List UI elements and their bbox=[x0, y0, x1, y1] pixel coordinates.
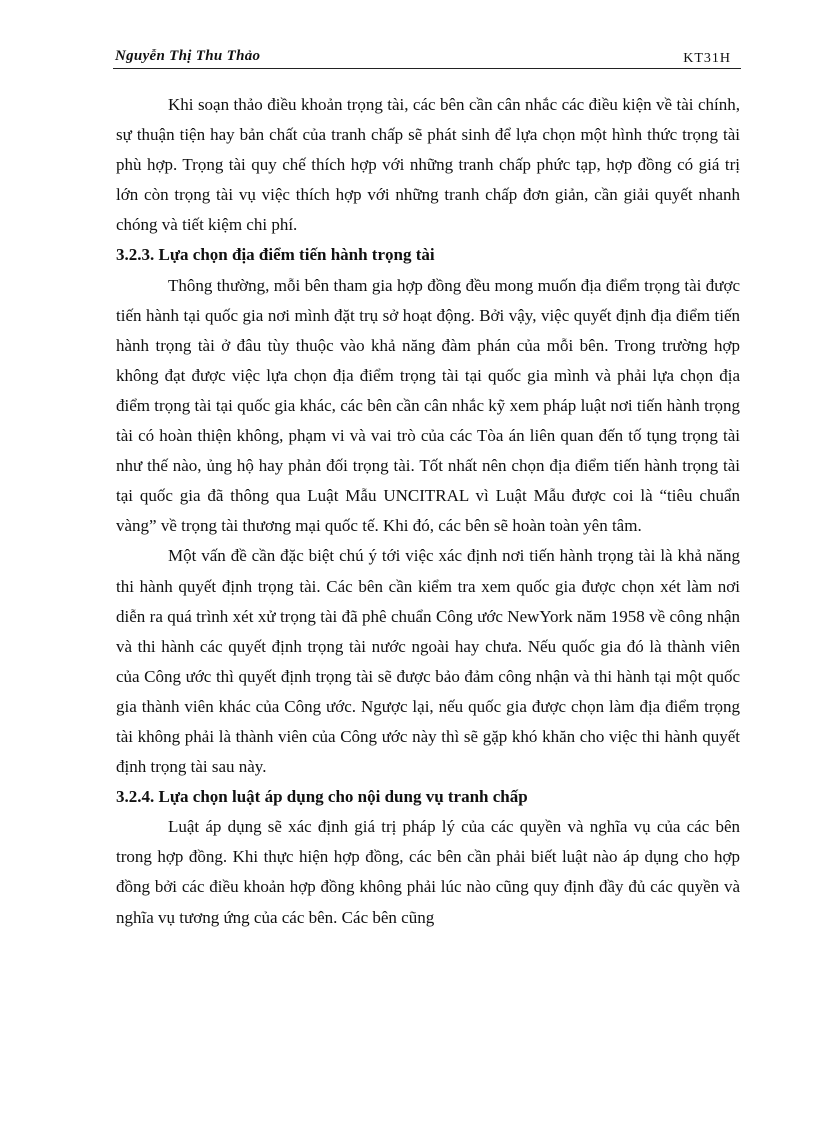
paragraph: Luật áp dụng sẽ xác định giá trị pháp lý của các quyền và nghĩa vụ của các bên trong hợp đồng. Khi thực hiện hợp đồng, các bên cần phải biết luật nào áp dụng cho hợp đồng bởi các điều khoản hợp đồng không phải lúc nào cũng quy định đầy đủ các quyền và nghĩa vụ tương ứng của các bên. Các bên cũng bbox=[116, 817, 740, 927]
paragraph: Thông thường, mỗi bên tham gia hợp đồng đều mong muốn địa điểm trọng tài được tiến hành tại quốc gia nơi mình đặt trụ sở hoạt động. Bởi vậy, việc quyết định địa điểm tiến hành trọng tài ở đâu tùy thuộc vào khả năng đàm phán của mỗi bên. Trong trường hợp không đạt được việc lựa chọn địa điểm trọng tài tại quốc gia mình và phải lựa chọn địa điểm trọng tài tại quốc gia khác, các bên cần cân nhắc kỹ xem pháp luật nơi tiến hành trọng tài có hoàn thiện không, phạm vi và vai trò của các Tòa án liên quan đến tố tụng trọng tài như thế nào, ủng hộ hay phản đối trọng tài. Tốt nhất nên chọn địa điểm tiến hành trọng tài tại quốc gia đã thông qua Luật Mẫu UNCITRAL vì Luật Mẫu được coi là “tiêu chuẩn vàng” về trọng tài thương mại quốc tế. Khi đó, các bên sẽ hoàn toàn yên tâm. bbox=[116, 275, 740, 536]
header-author: Nguyễn Thị Thu Thảo bbox=[115, 48, 261, 64]
section-heading: 3.2.4. Lựa chọn luật áp dụng cho nội dung vụ tranh chấp bbox=[116, 787, 528, 807]
paragraph: Khi soạn thảo điều khoản trọng tài, các bên cần cân nhắc các điều kiện về tài chính, sự thuận tiện hay bản chất của tranh chấp sẽ phát sinh để lựa chọn một hình thức trọng tài phù hợp. Trọng tài quy chế thích hợp với những tranh chấp phức tạp, hợp đồng có giá trị lớn còn trọng tài vụ việc thích hợp với những tranh chấp đơn giản, cần giải quyết nhanh chóng và tiết kiệm chi phí. bbox=[116, 95, 740, 235]
document-body bbox=[116, 90, 740, 933]
page-header bbox=[113, 46, 741, 69]
section-heading: 3.2.3. Lựa chọn địa điểm tiến hành trọng tài bbox=[116, 245, 435, 265]
header-class-code: KT31H bbox=[683, 51, 731, 66]
paragraph: Một vấn đề cần đặc biệt chú ý tới việc xác định nơi tiến hành trọng tài là khả năng thi hành quyết định trọng tài. Các bên cần kiểm tra xem quốc gia được chọn xét làm nơi diễn ra quá trình xét xử trọng tài đã phê chuẩn Công ước NewYork năm 1958 về công nhận và thi hành các quyết định trọng tài nước ngoài hay chưa. Nếu quốc gia đó là thành viên của Công ước thì quyết định trọng tài sẽ được bảo đảm công nhận và thi hành tại một quốc gia thành viên khác của Công ước. Ngược lại, nếu quốc gia được chọn làm địa điểm trọng tài không phải là thành viên của Công ước này thì sẽ gặp khó khăn cho việc thi hành quyết định trọng tài sau này. bbox=[116, 546, 740, 777]
